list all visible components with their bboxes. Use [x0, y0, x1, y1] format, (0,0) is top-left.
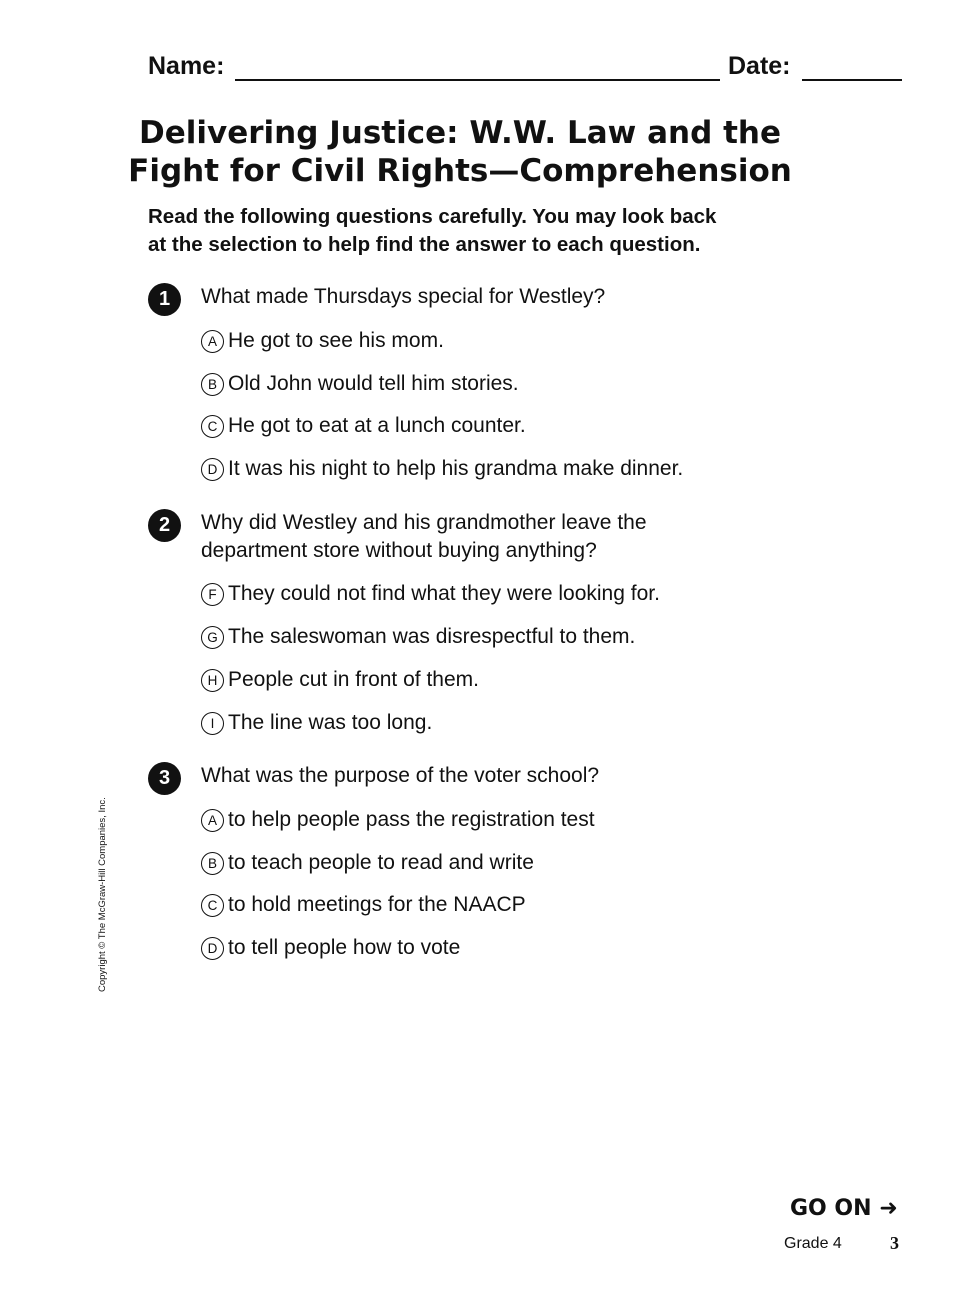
- answer-bubble[interactable]: C: [201, 415, 224, 438]
- answer-bubble[interactable]: G: [201, 626, 224, 649]
- answer-bubble[interactable]: A: [201, 330, 224, 353]
- answer-text: The line was too long.: [228, 711, 433, 734]
- answer-text: Old John would tell him stories.: [228, 372, 519, 395]
- name-field[interactable]: [235, 79, 720, 81]
- title-line-2: Fight for Civil Rights—Comprehension: [128, 153, 792, 189]
- answer-bubble[interactable]: D: [201, 937, 224, 960]
- question-text-line: Why did Westley and his grandmother leave the: [201, 511, 647, 534]
- question-3: [148, 762, 768, 962]
- answer-bubble[interactable]: A: [201, 809, 224, 832]
- answer-text: He got to eat at a lunch counter.: [228, 414, 526, 437]
- answer-option[interactable]: [201, 327, 444, 355]
- answer-bubble[interactable]: F: [201, 583, 224, 606]
- page-number: 3: [890, 1233, 899, 1253]
- question-text: [201, 509, 647, 565]
- copyright-notice: Copyright © The McGraw-Hill Companies, Inc.: [97, 797, 108, 992]
- answer-option[interactable]: [201, 891, 526, 919]
- answer-option[interactable]: [201, 806, 595, 834]
- answer-option[interactable]: [201, 934, 460, 962]
- answer-bubble[interactable]: B: [201, 852, 224, 875]
- instructions-line-2: at the selection to help find the answer to each question.: [148, 233, 701, 256]
- answer-text: People cut in front of them.: [228, 668, 479, 691]
- answer-option[interactable]: [201, 412, 526, 440]
- answer-bubble[interactable]: H: [201, 669, 224, 692]
- name-label: Name:: [148, 52, 225, 80]
- question-text: [201, 283, 605, 311]
- answer-text: It was his night to help his grandma make dinner.: [228, 457, 684, 480]
- instructions-line-1: Read the following questions carefully. You may look back: [148, 205, 717, 228]
- answer-text: He got to see his mom.: [228, 329, 444, 352]
- question-number-badge: 2: [148, 509, 181, 542]
- answer-text: to teach people to read and write: [228, 851, 534, 874]
- date-label: Date:: [728, 52, 791, 80]
- question-text-line: department store without buying anything?: [201, 539, 597, 562]
- answer-option[interactable]: [201, 623, 635, 651]
- answer-option[interactable]: [201, 666, 479, 694]
- grade-label: Grade 4: [784, 1235, 842, 1252]
- answer-text: to help people pass the registration test: [228, 808, 595, 831]
- answer-text: to hold meetings for the NAACP: [228, 893, 526, 916]
- answer-option[interactable]: [201, 580, 660, 608]
- title-line-1: Delivering Justice: W.W. Law and the: [139, 115, 781, 151]
- date-field[interactable]: [802, 79, 902, 81]
- question-2: [148, 509, 768, 739]
- question-number-badge: 3: [148, 762, 181, 795]
- answer-text: to tell people how to vote: [228, 936, 461, 959]
- answer-option[interactable]: [201, 709, 432, 737]
- answer-bubble[interactable]: C: [201, 894, 224, 917]
- answer-option[interactable]: [201, 370, 519, 398]
- name-date-header: [148, 52, 902, 86]
- question-number-badge: 1: [148, 283, 181, 316]
- answer-bubble[interactable]: D: [201, 458, 224, 481]
- question-text-line: What made Thursdays special for Westley?: [201, 285, 606, 308]
- answer-bubble[interactable]: I: [201, 712, 224, 735]
- instructions: [148, 203, 828, 259]
- answer-text: They could not find what they were looking for.: [228, 582, 660, 605]
- answer-option[interactable]: [201, 849, 534, 877]
- answer-text: The saleswoman was disrespectful to them.: [228, 625, 636, 648]
- question-1: [148, 283, 768, 483]
- page-title: [100, 114, 820, 190]
- answer-option[interactable]: [201, 455, 683, 483]
- answer-bubble[interactable]: B: [201, 373, 224, 396]
- question-text: [201, 762, 599, 790]
- question-text-line: What was the purpose of the voter school?: [201, 764, 600, 787]
- go-on-label: GO ON ➜: [790, 1196, 898, 1221]
